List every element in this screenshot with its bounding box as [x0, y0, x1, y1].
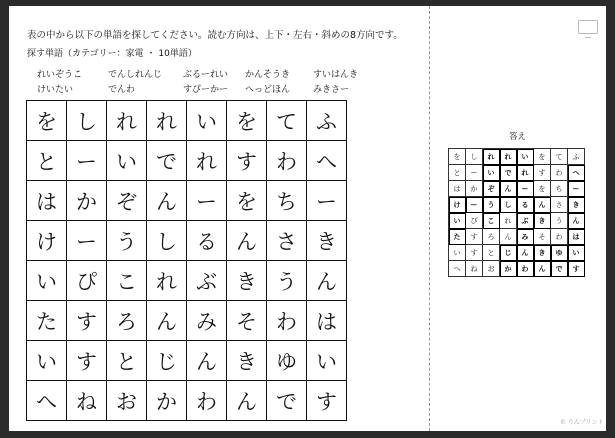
answer-cell: わ	[551, 229, 568, 245]
answer-cell: ー	[466, 197, 483, 213]
instruction-text: 表の中から以下の単語を探してください。読む方向は、上下・左右・斜めの8方向です。	[27, 30, 403, 41]
answer-cell: ね	[466, 261, 483, 277]
answer-cell: を	[534, 149, 551, 165]
answer-cell: す	[534, 165, 551, 181]
grid-cell: み	[187, 301, 227, 341]
answer-cell: す	[568, 261, 585, 277]
grid-row	[449, 229, 585, 245]
grid-row	[449, 165, 585, 181]
answer-cell: お	[483, 261, 500, 277]
answer-cell: い	[449, 245, 466, 261]
copyright-footer: © りんプリント	[560, 419, 604, 426]
answer-cell: か	[500, 261, 517, 277]
answer-cell: と	[449, 165, 466, 181]
grid-cell: き	[227, 261, 267, 301]
grid-cell: ぶ	[187, 261, 227, 301]
answer-cell: こ	[483, 213, 500, 229]
word-item: かんそうき	[245, 70, 291, 80]
grid-row	[27, 181, 347, 221]
grid-row	[449, 261, 585, 277]
answer-cell: き	[534, 245, 551, 261]
grid-cell: ち	[267, 181, 307, 221]
word-item: みきさー	[313, 85, 350, 95]
grid-cell: い	[27, 341, 67, 381]
answer-cell: を	[449, 149, 466, 165]
grid-cell: は	[27, 181, 67, 221]
answer-cell: き	[534, 213, 551, 229]
answer-cell: ー	[568, 181, 585, 197]
answer-cell: ん	[568, 213, 585, 229]
answer-cell: る	[517, 197, 534, 213]
answer-cell: い	[449, 213, 466, 229]
grid-cell: ぴ	[67, 261, 107, 301]
answer-cell: れ	[517, 165, 534, 181]
grid-cell: わ	[187, 381, 227, 421]
grid-cell: れ	[187, 141, 227, 181]
answer-cell: を	[534, 181, 551, 197]
answer-cell: わ	[551, 165, 568, 181]
answer-cell: き	[568, 197, 585, 213]
answer-cell: し	[500, 197, 517, 213]
grid-cell: か	[67, 181, 107, 221]
answer-title: 答え	[509, 132, 527, 142]
word-item: けいたい	[37, 85, 74, 95]
word-list-heading: 探す単語（カテゴリー：家電 ・ 10単語）	[27, 49, 197, 59]
grid-cell: へ	[27, 381, 67, 421]
grid-cell: ゆ	[267, 341, 307, 381]
answer-cell: で	[500, 165, 517, 181]
answer-cell: れ	[483, 149, 500, 165]
answer-cell: ん	[534, 261, 551, 277]
answer-cell: た	[449, 229, 466, 245]
answer-cell: か	[466, 181, 483, 197]
grid-row	[27, 221, 347, 261]
grid-cell: す	[307, 381, 347, 421]
grid-cell: わ	[267, 141, 307, 181]
grid-cell: し	[147, 221, 187, 261]
fold-line	[429, 6, 430, 431]
grid-cell: と	[27, 141, 67, 181]
grid-cell: を	[227, 181, 267, 221]
grid-cell: し	[67, 101, 107, 141]
word-item: でんしれんじ	[108, 70, 163, 80]
answer-cell: さ	[551, 197, 568, 213]
answer-cell: ん	[534, 197, 551, 213]
grid-cell: ー	[187, 181, 227, 221]
answer-cell: そ	[534, 229, 551, 245]
grid-cell: を	[227, 101, 267, 141]
answer-cell: て	[551, 149, 568, 165]
answer-cell: で	[551, 261, 568, 277]
grid-cell: ん	[227, 381, 267, 421]
grid-cell: き	[227, 341, 267, 381]
grid-cell: ん	[307, 261, 347, 301]
word-item: れいぞうこ	[37, 70, 83, 80]
grid-cell: ん	[187, 341, 227, 381]
answer-cell: ぞ	[483, 181, 500, 197]
answer-cell: い	[483, 165, 500, 181]
answer-cell: う	[483, 197, 500, 213]
grid-row	[449, 149, 585, 165]
answer-cell: い	[517, 149, 534, 165]
grid-cell: を	[27, 101, 67, 141]
grid-cell: れ	[147, 101, 187, 141]
answer-cell: は	[449, 181, 466, 197]
grid-cell: は	[307, 301, 347, 341]
grid-cell: か	[147, 381, 187, 421]
grid-cell: ー	[67, 221, 107, 261]
answer-cell: じ	[500, 245, 517, 261]
grid-cell: じ	[147, 341, 187, 381]
grid-cell: で	[147, 141, 187, 181]
answer-cell: ゆ	[551, 245, 568, 261]
word-item: でんわ	[108, 85, 136, 95]
answer-cell: ん	[500, 229, 517, 245]
grid-cell: お	[107, 381, 147, 421]
word-search-grid	[26, 100, 347, 421]
monitor-icon[interactable]	[578, 20, 598, 34]
grid-cell: う	[107, 221, 147, 261]
word-item: へっどほん	[245, 85, 291, 95]
grid-cell: で	[267, 381, 307, 421]
answer-cell: ふ	[568, 149, 585, 165]
grid-cell: い	[27, 261, 67, 301]
worksheet-page	[9, 6, 606, 431]
grid-cell: す	[67, 301, 107, 341]
answer-cell: し	[466, 149, 483, 165]
grid-row	[27, 101, 347, 141]
answer-cell: み	[517, 229, 534, 245]
grid-cell: ん	[227, 221, 267, 261]
answer-cell: れ	[500, 149, 517, 165]
answer-cell: ー	[466, 165, 483, 181]
grid-row	[449, 197, 585, 213]
grid-cell: ふ	[307, 101, 347, 141]
grid-cell: ろ	[107, 301, 147, 341]
answer-cell: へ	[568, 165, 585, 181]
grid-cell: て	[267, 101, 307, 141]
grid-cell: た	[27, 301, 67, 341]
grid-cell: る	[187, 221, 227, 261]
grid-cell: ぞ	[107, 181, 147, 221]
grid-cell: ー	[307, 181, 347, 221]
grid-row	[449, 245, 585, 261]
grid-cell: ー	[67, 141, 107, 181]
grid-cell: さ	[267, 221, 307, 261]
grid-row	[27, 341, 347, 381]
answer-cell: と	[483, 245, 500, 261]
answer-cell: け	[449, 197, 466, 213]
answer-cell: ろ	[483, 229, 500, 245]
grid-cell: う	[267, 261, 307, 301]
word-item: ぶるーれい	[183, 70, 229, 80]
grid-row	[449, 213, 585, 229]
grid-cell: す	[227, 141, 267, 181]
grid-row	[449, 181, 585, 197]
answer-cell: れ	[500, 213, 517, 229]
grid-cell: れ	[107, 101, 147, 141]
grid-row	[27, 301, 347, 341]
answer-cell: ぶ	[517, 213, 534, 229]
grid-cell: と	[107, 341, 147, 381]
answer-cell: わ	[517, 261, 534, 277]
word-item: すぴーかー	[183, 85, 229, 95]
answer-cell: い	[568, 245, 585, 261]
grid-cell: い	[107, 141, 147, 181]
answer-cell: へ	[449, 261, 466, 277]
grid-cell: れ	[147, 261, 187, 301]
grid-cell: い	[187, 101, 227, 141]
grid-cell: こ	[107, 261, 147, 301]
answer-cell: す	[466, 245, 483, 261]
grid-cell: け	[27, 221, 67, 261]
grid-row	[27, 381, 347, 421]
grid-cell: い	[307, 341, 347, 381]
answer-cell: う	[551, 213, 568, 229]
answer-cell: す	[466, 229, 483, 245]
grid-cell: き	[307, 221, 347, 261]
grid-cell: ん	[147, 181, 187, 221]
grid-row	[27, 141, 347, 181]
answer-cell: ち	[551, 181, 568, 197]
grid-cell: へ	[307, 141, 347, 181]
grid-cell: ん	[147, 301, 187, 341]
grid-cell: ね	[67, 381, 107, 421]
answer-grid	[448, 148, 585, 277]
grid-cell: す	[67, 341, 107, 381]
word-item: すいはんき	[313, 70, 359, 80]
answer-cell: ん	[517, 245, 534, 261]
answer-cell: ぴ	[466, 213, 483, 229]
grid-cell: わ	[267, 301, 307, 341]
answer-cell: ー	[517, 181, 534, 197]
grid-cell: そ	[227, 301, 267, 341]
answer-cell: は	[568, 229, 585, 245]
grid-row	[27, 261, 347, 301]
answer-cell: ん	[500, 181, 517, 197]
